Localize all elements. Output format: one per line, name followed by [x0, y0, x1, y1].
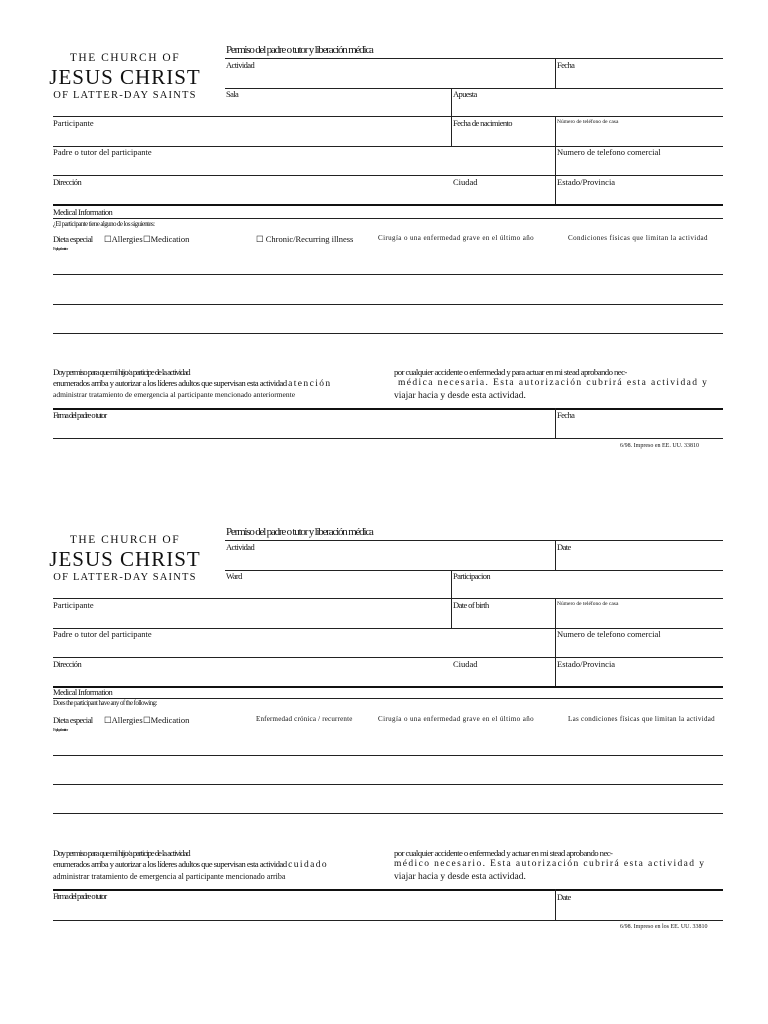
release-form-1	[0, 0, 768, 470]
home-phone-field[interactable]: Número de teléfono de casa	[557, 119, 619, 125]
diet-label: Dieta especial	[53, 715, 93, 725]
explain-label: Explique lo anterior	[53, 246, 67, 251]
date-field[interactable]: Fecha	[557, 60, 575, 70]
divider	[53, 920, 723, 921]
auth-left-line-1: Doy permiso para que mi hijo/a participe de la actividad	[53, 367, 190, 377]
chronic-label: Chronic/Recurring illness	[265, 234, 354, 244]
logo-line-3: OF LATTER-DAY SAINTS	[53, 90, 197, 101]
divider	[225, 540, 723, 541]
city-field[interactable]: Ciudad	[453, 177, 478, 187]
divider	[555, 540, 556, 570]
state-field[interactable]: Estado/Provincia	[557, 177, 616, 187]
divider	[555, 58, 556, 88]
logo-line-2: JESUS CHRIST	[49, 547, 201, 571]
participant-field[interactable]: Participante	[53, 600, 94, 610]
city-field[interactable]: Ciudad	[453, 659, 478, 669]
auth-right-line-1: por cualquier accidente o enfermedad y para actuar en mi stead aprobando nec-	[394, 367, 627, 377]
medical-heading: Medical Information	[53, 207, 113, 217]
allergies-label: Allergies	[111, 715, 143, 725]
ward-field[interactable]: Ward	[226, 571, 242, 581]
activity-field[interactable]: Actividad	[226, 542, 255, 552]
surgery-option[interactable]: Cirugía o una enfermedad grave en el último año	[378, 715, 535, 723]
physical-option[interactable]: Las condiciones físicas que limitan la actividad	[568, 715, 715, 723]
divider	[451, 570, 452, 628]
explain-line[interactable]	[53, 304, 723, 305]
logo-line-2: JESUS CHRIST	[49, 65, 201, 89]
diet-label: Dieta especial	[53, 234, 93, 244]
divider	[53, 686, 723, 688]
allergies-option[interactable]	[104, 715, 143, 726]
explain-line[interactable]	[53, 755, 723, 756]
explain-line[interactable]	[53, 333, 723, 334]
business-phone-field[interactable]: Numero de telefono comercial	[557, 629, 661, 639]
divider	[53, 438, 723, 439]
explain-line[interactable]	[53, 784, 723, 785]
checkbox-icon: ☐	[143, 234, 151, 244]
divider	[53, 204, 723, 206]
stake-field[interactable]: Apuesta	[453, 89, 477, 99]
auth-left-line-3: administrar tratamiento de emergencia al participante mencionado arriba	[53, 872, 286, 881]
allergies-label: Allergies	[111, 234, 143, 244]
signature-field[interactable]: Firma del padre o tutor	[53, 410, 107, 420]
logo-line-3: OF LATTER-DAY SAINTS	[53, 572, 197, 583]
checkbox-icon: ☐	[104, 234, 112, 244]
auth-right-line-2: médico necesario. Esta autorización cubrirá esta actividad y	[394, 859, 706, 869]
business-phone-field[interactable]: Numero de telefono comercial	[557, 147, 661, 157]
divider	[53, 889, 723, 891]
divider	[555, 598, 556, 686]
auth-left-spaced: cuidado	[288, 860, 329, 870]
signature-field[interactable]: Firma del padre o tutor	[53, 891, 107, 901]
address-field[interactable]: Dirección	[53, 659, 82, 669]
auth-right-line-3: viajar hacia y desde esta actividad.	[394, 872, 526, 882]
divider	[53, 218, 723, 219]
explain-line[interactable]	[53, 813, 723, 814]
divider	[555, 408, 556, 438]
parent-field[interactable]: Padre o tutor del participante	[53, 147, 152, 157]
birthdate-field[interactable]: Date of birth	[453, 600, 489, 610]
participant-field[interactable]: Participante	[53, 118, 94, 128]
signature-date-field[interactable]: Fecha	[557, 410, 575, 420]
stake-field[interactable]: Participacion	[453, 571, 491, 581]
medication-option[interactable]	[143, 234, 189, 245]
auth-right-line-1: por cualquier accidente o enfermedad y actuar en mi stead aprobando nec-	[394, 848, 613, 858]
medication-label: Medication	[150, 234, 190, 244]
auth-left-text: enumerados arriba y autorizar a los líderes adultos que supervisan esta actividad	[53, 378, 287, 388]
auth-left-line-3: administrar tratamiento de emergencia al participante mencionado anteriormente	[53, 390, 296, 399]
medical-question: ¿El participante tiene alguno de los siguientes:	[53, 220, 155, 228]
divider	[451, 88, 452, 146]
chronic-option[interactable]	[256, 234, 353, 245]
checkbox-icon: ☐	[256, 234, 266, 244]
signature-date-field[interactable]: Date	[557, 892, 571, 902]
auth-left-line-1: Doy permiso para que mi hijo/a participe de la actividad	[53, 848, 190, 858]
logo-line-1: THE CHURCH OF	[69, 534, 181, 546]
auth-left-line-2	[53, 859, 328, 871]
explain-line[interactable]	[53, 274, 723, 275]
medication-label: Medication	[150, 715, 190, 725]
divider	[53, 657, 723, 658]
medication-option[interactable]	[143, 715, 189, 726]
auth-right-line-3: viajar hacia y desde esta actividad.	[394, 391, 526, 401]
release-form-2	[0, 482, 768, 952]
church-logo	[45, 51, 205, 102]
form-footer: 6/98. Impreso en los EE. UU. 33810	[620, 924, 708, 930]
divider	[53, 598, 723, 599]
divider	[555, 116, 556, 204]
explain-label: Explique lo anterior	[53, 727, 67, 732]
divider	[53, 116, 723, 117]
checkbox-icon: ☐	[143, 715, 151, 725]
allergies-option[interactable]	[104, 234, 143, 245]
auth-left-text: enumerados arriba y autorizar a los líderes adultos que supervisan esta actividad	[53, 859, 287, 869]
logo-line-1: THE CHURCH OF	[69, 52, 181, 64]
medical-heading: Medical Information	[53, 687, 113, 697]
birthdate-field[interactable]: Fecha de nacimiento	[453, 118, 512, 128]
surgery-option[interactable]: Cirugía o una enfermedad grave en el último año	[378, 234, 535, 242]
date-field[interactable]: Date	[557, 542, 571, 552]
auth-left-spaced: atención	[288, 379, 332, 389]
divider	[555, 889, 556, 920]
home-phone-field[interactable]: Número de teléfono de casa	[557, 601, 619, 607]
form-title: Permiso del padre o tutor y liberación médica	[226, 526, 373, 538]
chronic-option[interactable]: Enfermedad crónica / recurrente	[256, 715, 353, 723]
parent-field[interactable]: Padre o tutor del participante	[53, 629, 152, 639]
state-field[interactable]: Estado/Provincia	[557, 659, 616, 669]
divider	[53, 175, 723, 176]
activity-field[interactable]: Actividad	[226, 60, 255, 70]
checkbox-icon: ☐	[104, 715, 112, 725]
form-footer: 6/98. Impreso en EE. UU. 33810	[620, 443, 699, 449]
form-title: Permiso del padre o tutor y liberación médica	[226, 44, 373, 56]
divider	[225, 58, 723, 59]
address-field[interactable]: Dirección	[53, 177, 82, 187]
ward-field[interactable]: Sala	[226, 89, 239, 99]
divider	[53, 408, 723, 410]
auth-right-line-2: médica necesaria. Esta autorización cubrirá esta actividad y	[398, 378, 709, 388]
church-logo	[45, 533, 205, 584]
physical-option[interactable]: Condiciones físicas que limitan la actividad	[568, 234, 708, 242]
medical-question: Does the participant have any of the following:	[53, 699, 157, 707]
